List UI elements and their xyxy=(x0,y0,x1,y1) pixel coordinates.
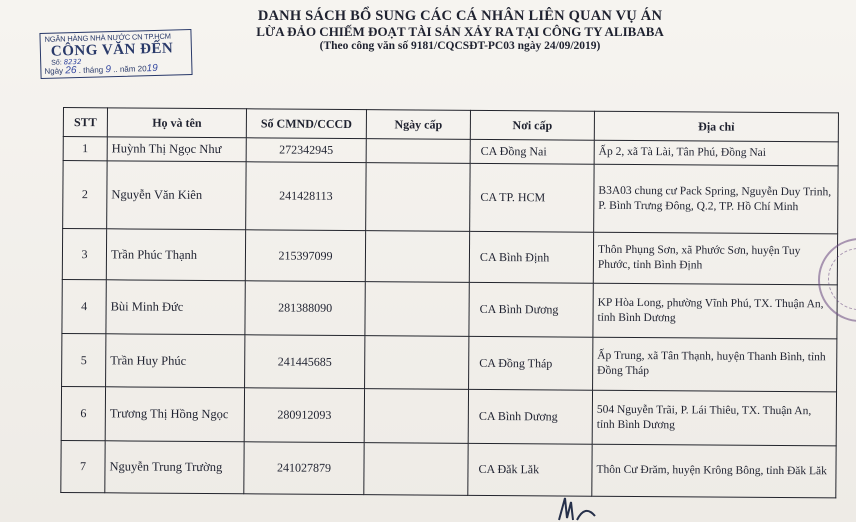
cell-issue-date xyxy=(364,389,468,444)
cell-stt: 1 xyxy=(63,137,107,161)
cell-stt: 3 xyxy=(62,229,106,280)
table-row xyxy=(61,440,836,497)
stamp-year-value: 19 xyxy=(146,62,158,75)
stamp-number-label: Số: xyxy=(51,59,62,67)
cell-issue-place: CA Đồng Nai xyxy=(470,139,594,164)
cell-issue-place: CA Đồng Tháp xyxy=(469,336,593,390)
incoming-document-stamp xyxy=(39,29,192,79)
cell-name: Trần Phúc Thạnh xyxy=(106,229,245,281)
stamp-number-value: 8232 xyxy=(63,57,82,67)
cell-stt: 4 xyxy=(62,279,106,333)
cell-issue-date xyxy=(365,282,469,337)
signature-icon xyxy=(555,492,615,522)
title-line-1: DANH SÁCH BỔ SUNG CÁC CÁ NHÂN LIÊN QUAN VỤ ÁN xyxy=(257,8,663,24)
table-row xyxy=(63,161,838,234)
col-header-issue-place: Nơi cấp xyxy=(470,110,594,140)
cell-name: Nguyễn Trung Trường xyxy=(105,441,244,494)
stamp-day-label: Ngày xyxy=(44,66,64,76)
cell-name: Bùi Minh Đức xyxy=(106,280,245,335)
cell-issue-date xyxy=(366,139,470,164)
cell-issue-place: CA Bình Dương xyxy=(469,282,593,337)
stamp-year-label: năm 20 xyxy=(119,64,147,74)
col-header-stt: STT xyxy=(63,108,107,137)
cell-stt: 5 xyxy=(62,333,106,386)
col-header-address: Địa chỉ xyxy=(594,111,838,142)
cell-id: 281388090 xyxy=(245,281,365,336)
table-row xyxy=(62,229,837,285)
persons-table xyxy=(60,107,839,498)
stamp-organization: NGÂN HÀNG NHÀ NƯỚC CN TP.HCM xyxy=(44,31,171,44)
cell-issue-date xyxy=(366,163,470,232)
cell-name: Trần Huy Phúc xyxy=(106,334,245,388)
table-row xyxy=(61,386,836,445)
title-line-2: LỪA ĐẢO CHIẾM ĐOẠT TÀI SẢN XẢY RA TẠI CÔNG TY ALIBABA xyxy=(256,24,664,39)
cell-stt: 6 xyxy=(61,386,105,440)
cell-id: 280912093 xyxy=(244,388,364,443)
cell-address: 504 Nguyễn Trãi, P. Lái Thiêu, TX. Thuận An, tỉnh Bình Dương xyxy=(592,390,836,446)
col-header-id: Số CMND/CCCD xyxy=(246,109,366,139)
cell-address: Ấp Trung, xã Tân Thạnh, huyện Thanh Bình, tỉnh Đồng Tháp xyxy=(593,337,837,392)
cell-id: 241027879 xyxy=(244,442,364,495)
table-row xyxy=(62,333,837,391)
col-header-name: Họ và tên xyxy=(107,108,246,138)
cell-id: 215397099 xyxy=(245,230,365,282)
col-header-issue-date: Ngày cấp xyxy=(366,110,470,140)
cell-address: Thôn Cư Đrăm, huyện Krông Bông, tỉnh Đăk Lăk xyxy=(592,444,836,498)
table-row xyxy=(62,279,837,338)
cell-issue-date xyxy=(365,336,469,390)
cell-id: 272342945 xyxy=(246,138,366,163)
cell-issue-place: CA TP. HCM xyxy=(470,163,594,232)
cell-stt: 7 xyxy=(61,440,105,492)
cell-address: KP Hòa Long, phường Vĩnh Phú, TX. Thuận An, tỉnh Bình Dương xyxy=(593,283,837,339)
stamp-month-label: tháng xyxy=(83,65,104,75)
cell-stt: 2 xyxy=(63,161,107,229)
cell-name: Huỳnh Thị Ngọc Như xyxy=(107,137,246,162)
cell-issue-date xyxy=(365,231,469,283)
cell-issue-place: CA Bình Dương xyxy=(468,389,592,444)
document-title xyxy=(200,8,720,53)
stamp-month-value: 9 xyxy=(105,64,112,76)
stamp-day-value: 26 xyxy=(65,65,77,77)
cell-id: 241445685 xyxy=(245,335,365,389)
cell-name: Trương Thị Hồng Ngọc xyxy=(105,387,244,442)
cell-address: B3A03 chung cư Pack Spring, Nguyễn Duy Trinh, P. Bình Trưng Đông, Q.2, TP. Hồ Chí Minh xyxy=(594,164,838,234)
cell-issue-place: CA Đăk Lăk xyxy=(468,443,592,496)
cell-id: 241428113 xyxy=(246,162,366,231)
cell-issue-date xyxy=(364,443,468,496)
cell-address: Ấp 2, xã Tà Lài, Tân Phú, Đồng Nai xyxy=(594,140,838,166)
cell-name: Nguyễn Văn Kiên xyxy=(107,161,246,230)
cell-issue-place: CA Bình Định xyxy=(469,231,593,283)
stamp-title: CÔNG VĂN ĐẾN xyxy=(50,40,174,60)
title-reference: (Theo công văn số 9181/CQCSĐT-PC03 ngày 24/09/2019) xyxy=(319,40,601,52)
cell-address: Thôn Phụng Sơn, xã Phước Sơn, huyện Tuy Phước, tỉnh Bình Định xyxy=(593,232,837,285)
stamp-date: Ngày 26 . tháng 9 .. năm 2019 xyxy=(44,62,158,77)
